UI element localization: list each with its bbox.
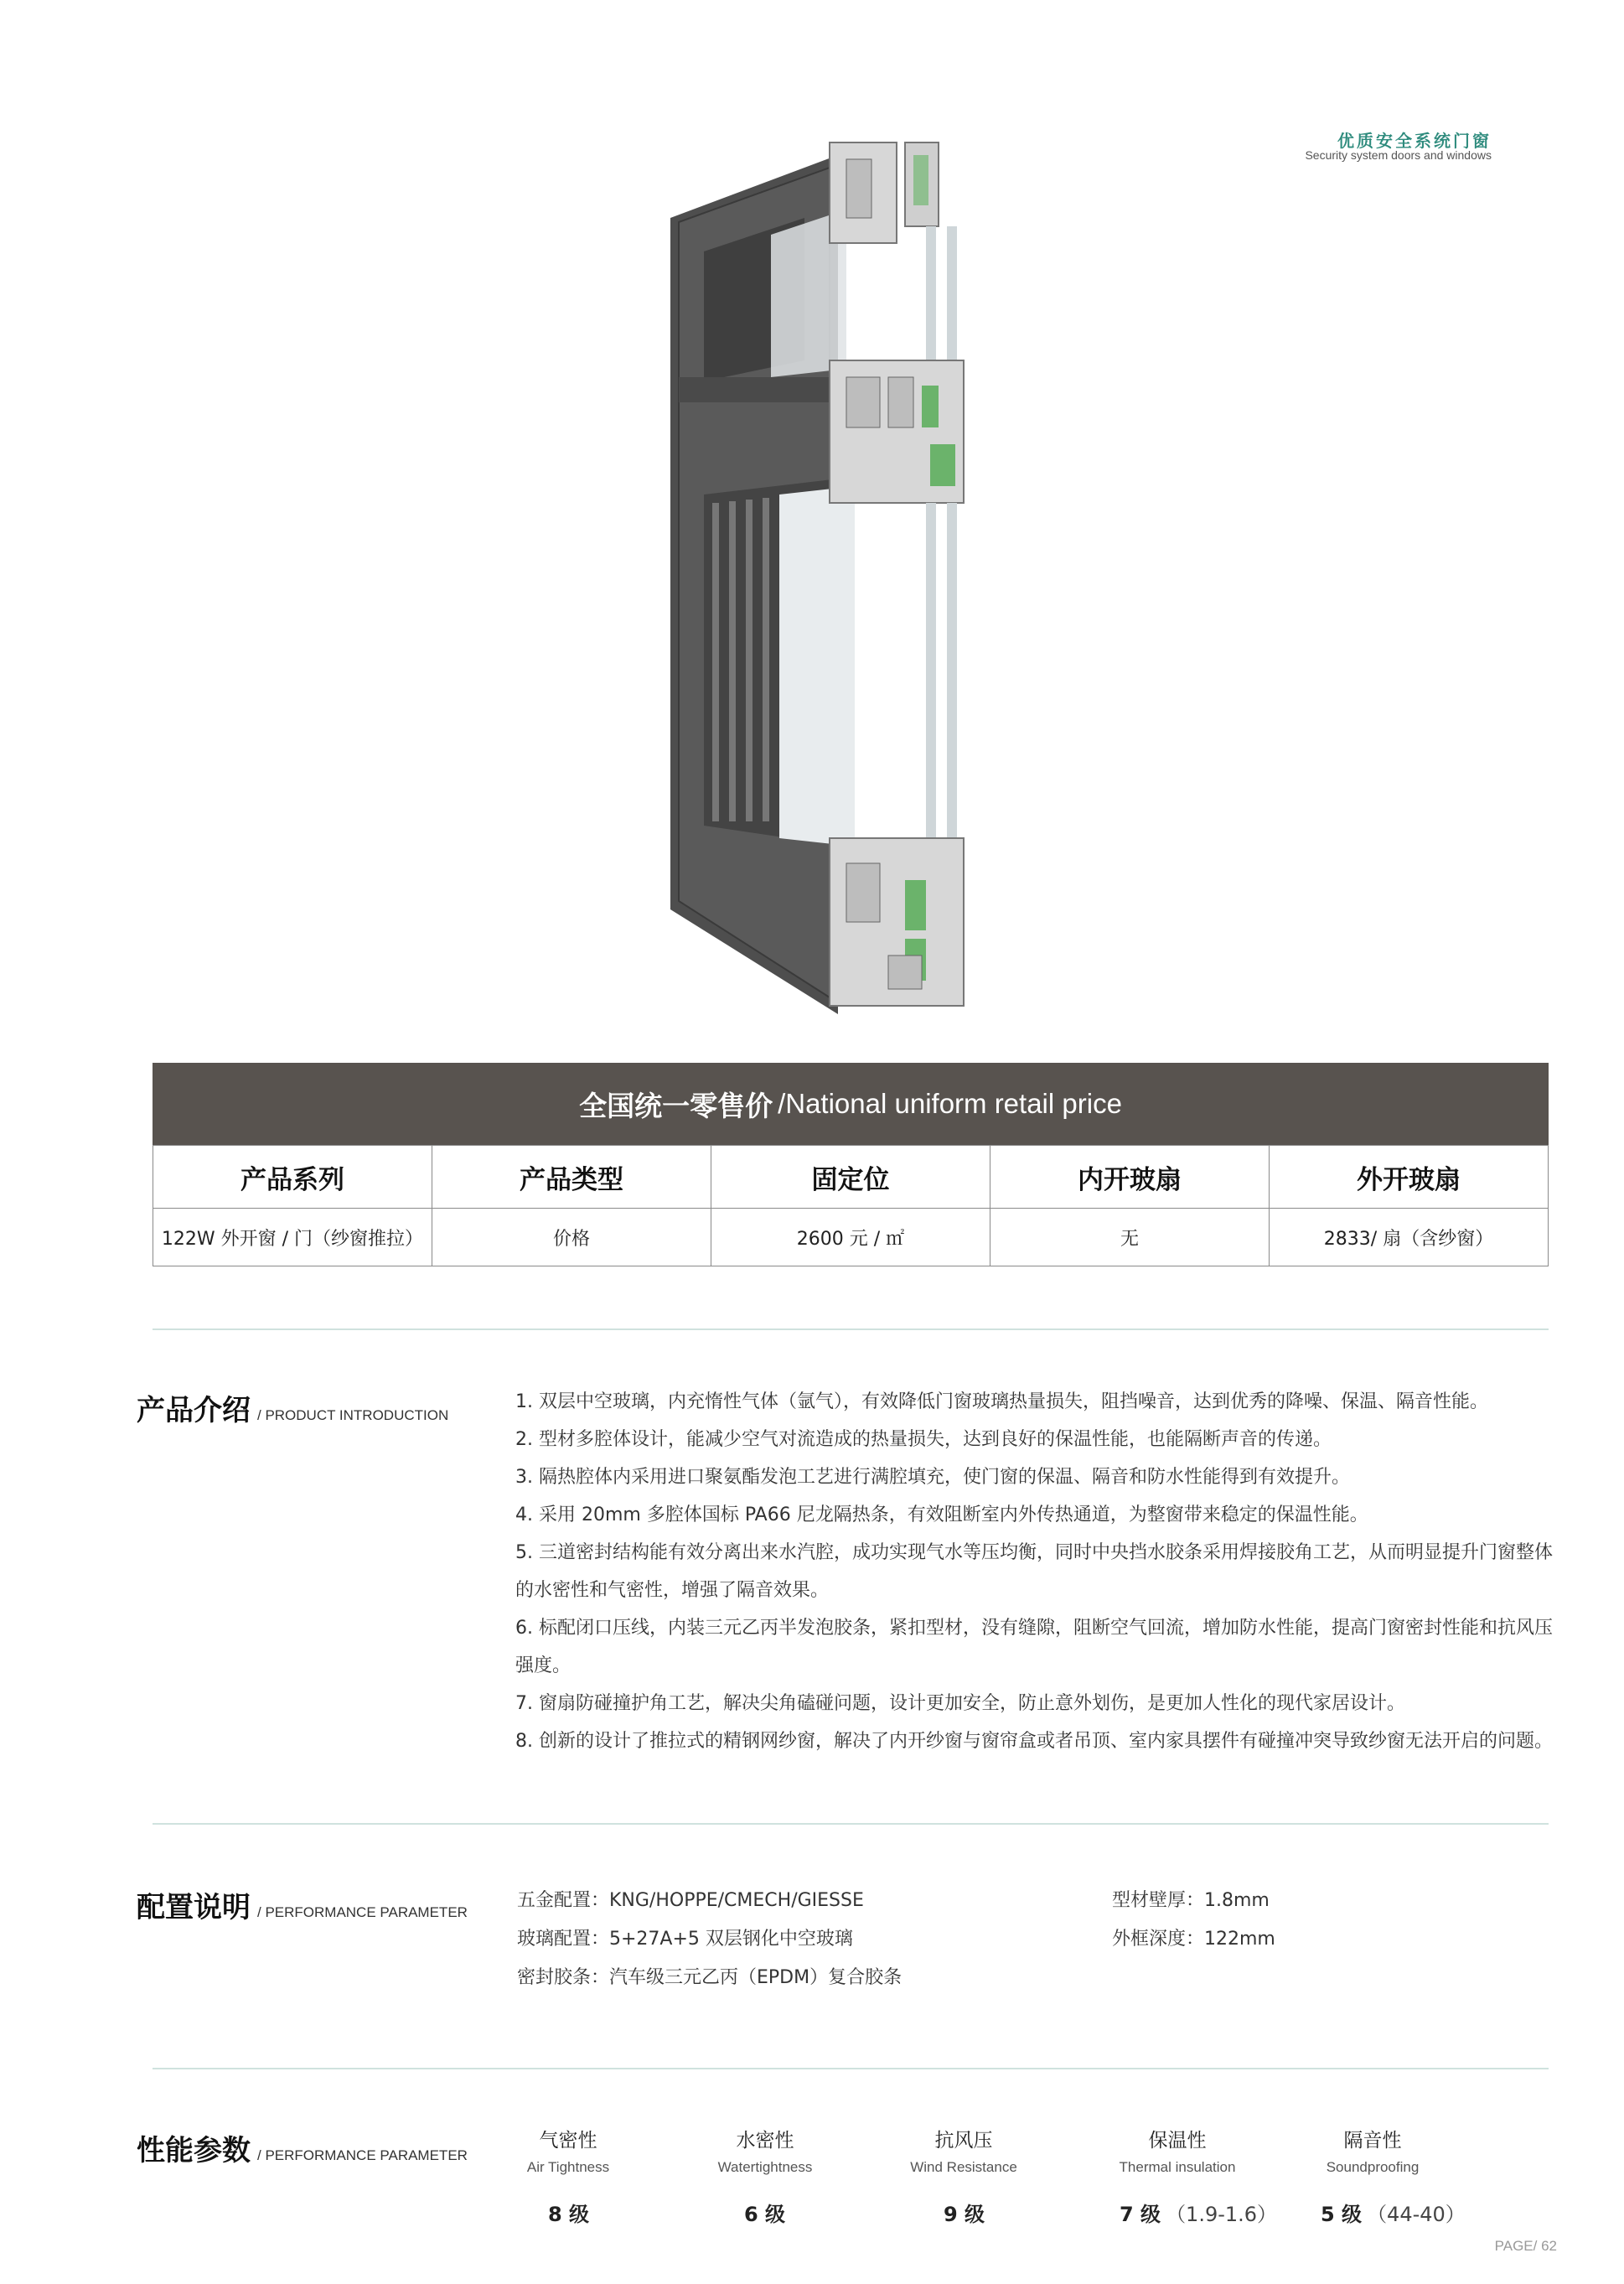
intro-title: 产品介绍	[137, 1394, 251, 1427]
price-header-row	[153, 1146, 1549, 1209]
col-header: 产品类型	[432, 1146, 711, 1209]
intro-item: 5. 三道密封结构能有效分离出来水汽腔，成功实现气水等压均衡，同时中央挡水胶条采用焊接胶角工艺，从而明显提升门窗整体的水密性和气密性，增强了隔音效果。	[515, 1542, 1553, 1601]
brand-subtitle: Security system doors and windows	[1305, 148, 1492, 162]
config-subtitle: / PERFORMANCE PARAMETER	[257, 1904, 468, 1920]
config-title: 配置说明	[137, 1891, 251, 1924]
perf-grade: 6 级	[744, 2203, 786, 2226]
config-heading	[137, 1884, 468, 1925]
intro-item: 6. 标配闭口压线，内装三元乙丙半发泡胶条，紧扣型材，没有缝隙，阻断空气回流，增加防水性能，提高门窗密封性能和抗风压强度。	[515, 1618, 1553, 1676]
price-title-en: /National uniform retail price	[778, 1088, 1122, 1119]
perf-value	[744, 2198, 785, 2227]
col-header: 内开玻扇	[990, 1146, 1270, 1209]
perf-subtitle: / PERFORMANCE PARAMETER	[257, 2147, 468, 2163]
perf-label-cn: 水密性	[736, 2130, 794, 2152]
intro-item: 4. 采用 20mm 多腔体国标 PA66 尼龙隔热条，有效阻断室内外传热通道，为整窗带来稳定的保温性能。	[515, 1505, 1368, 1525]
brand-title: 优质安全系统门窗	[1337, 131, 1492, 151]
perf-title: 性能参数	[137, 2134, 251, 2167]
col-header: 产品系列	[153, 1146, 432, 1209]
config-item: 玻璃配置：5+27A+5 双层钢化中空玻璃	[517, 1929, 853, 1950]
price-table-header	[153, 1063, 1549, 1145]
window-profile-image	[654, 126, 989, 1014]
intro-subtitle: / PRODUCT INTRODUCTION	[257, 1407, 449, 1423]
perf-grade: 5 级	[1321, 2203, 1363, 2226]
price-table	[153, 1063, 1549, 1266]
perf-label-en: Thermal insulation	[1119, 2159, 1236, 2175]
perf-item-thermal	[1094, 2125, 1261, 2176]
intro-item: 2. 型材多腔体设计，能减少空气对流造成的热量损失，达到良好的保温性能，也能隔断声音的传递。	[515, 1429, 1332, 1450]
config-item: 型材壁厚：1.8mm	[1112, 1890, 1270, 1911]
perf-value	[548, 2198, 589, 2227]
perf-grade: 8 级	[548, 2203, 590, 2226]
divider	[153, 2068, 1549, 2069]
perf-label-en: Soundproofing	[1326, 2159, 1420, 2175]
perf-item-sound	[1289, 2125, 1456, 2176]
perf-label-cn: 抗风压	[934, 2130, 993, 2152]
perf-grade: 9 级	[944, 2203, 985, 2226]
perf-label-en: Wind Resistance	[910, 2159, 1017, 2175]
divider	[153, 1823, 1549, 1825]
perf-item-air	[484, 2125, 652, 2176]
price-cell: 2833/ 扇（含纱窗）	[1270, 1209, 1549, 1266]
intro-item: 1. 双层中空玻璃，内充惰性气体（氩气），有效降低门窗玻璃热量损失，阻挡噪音，达到优秀的降噪、保温、隔音性能。	[515, 1391, 1488, 1412]
price-cell: 2600 元 / ㎡	[711, 1209, 990, 1266]
divider	[153, 1328, 1549, 1330]
perf-range: （44-40）	[1367, 2203, 1466, 2226]
perf-value	[1120, 2198, 1277, 2227]
col-header: 外开玻扇	[1270, 1146, 1549, 1209]
page-number: PAGE/ 62	[1494, 2238, 1557, 2254]
perf-value	[944, 2198, 985, 2227]
perf-grade: 7 级	[1120, 2203, 1161, 2226]
price-cell: 价格	[432, 1209, 711, 1266]
perf-value	[1321, 2198, 1466, 2227]
config-item: 密封胶条：汽车级三元乙丙（EPDM）复合胶条	[517, 1967, 903, 1988]
config-item: 五金配置：KNG/HOPPE/CMECH/GIESSE	[517, 1890, 864, 1911]
intro-item: 7. 窗扇防碰撞护角工艺，解决尖角磕碰问题，设计更加安全，防止意外划伤，是更加人性化的现代家居设计。	[515, 1693, 1405, 1714]
perf-label-en: Air Tightness	[526, 2159, 610, 2175]
price-row	[153, 1209, 1549, 1266]
intro-item: 3. 隔热腔体内采用进口聚氨酯发泡工艺进行满腔填充，使门窗的保温、隔音和防水性能得到有效提升。	[515, 1467, 1350, 1488]
intro-list	[515, 1383, 1563, 1760]
intro-heading	[137, 1387, 448, 1428]
perf-item-wind	[880, 2125, 1047, 2176]
config-item: 外框深度：122mm	[1112, 1929, 1275, 1950]
perf-label-cn: 气密性	[539, 2130, 597, 2152]
perf-item-water	[681, 2125, 849, 2176]
col-header: 固定位	[711, 1146, 990, 1209]
price-title-cn: 全国统一零售价	[579, 1089, 773, 1122]
perf-heading	[137, 2127, 468, 2168]
perf-label-en: Watertightness	[717, 2159, 813, 2175]
price-cell: 无	[990, 1209, 1270, 1266]
perf-range: （1.9-1.6）	[1166, 2203, 1278, 2226]
intro-item: 8. 创新的设计了推拉式的精钢网纱窗，解决了内开纱窗与窗帘盒或者吊顶、室内家具摆件有碰撞冲突导致纱窗无法开启的问题。	[515, 1731, 1553, 1752]
price-cell: 122W 外开窗 / 门（纱窗推拉）	[153, 1209, 432, 1266]
perf-label-cn: 隔音性	[1343, 2130, 1402, 2152]
perf-label-cn: 保温性	[1148, 2130, 1207, 2152]
